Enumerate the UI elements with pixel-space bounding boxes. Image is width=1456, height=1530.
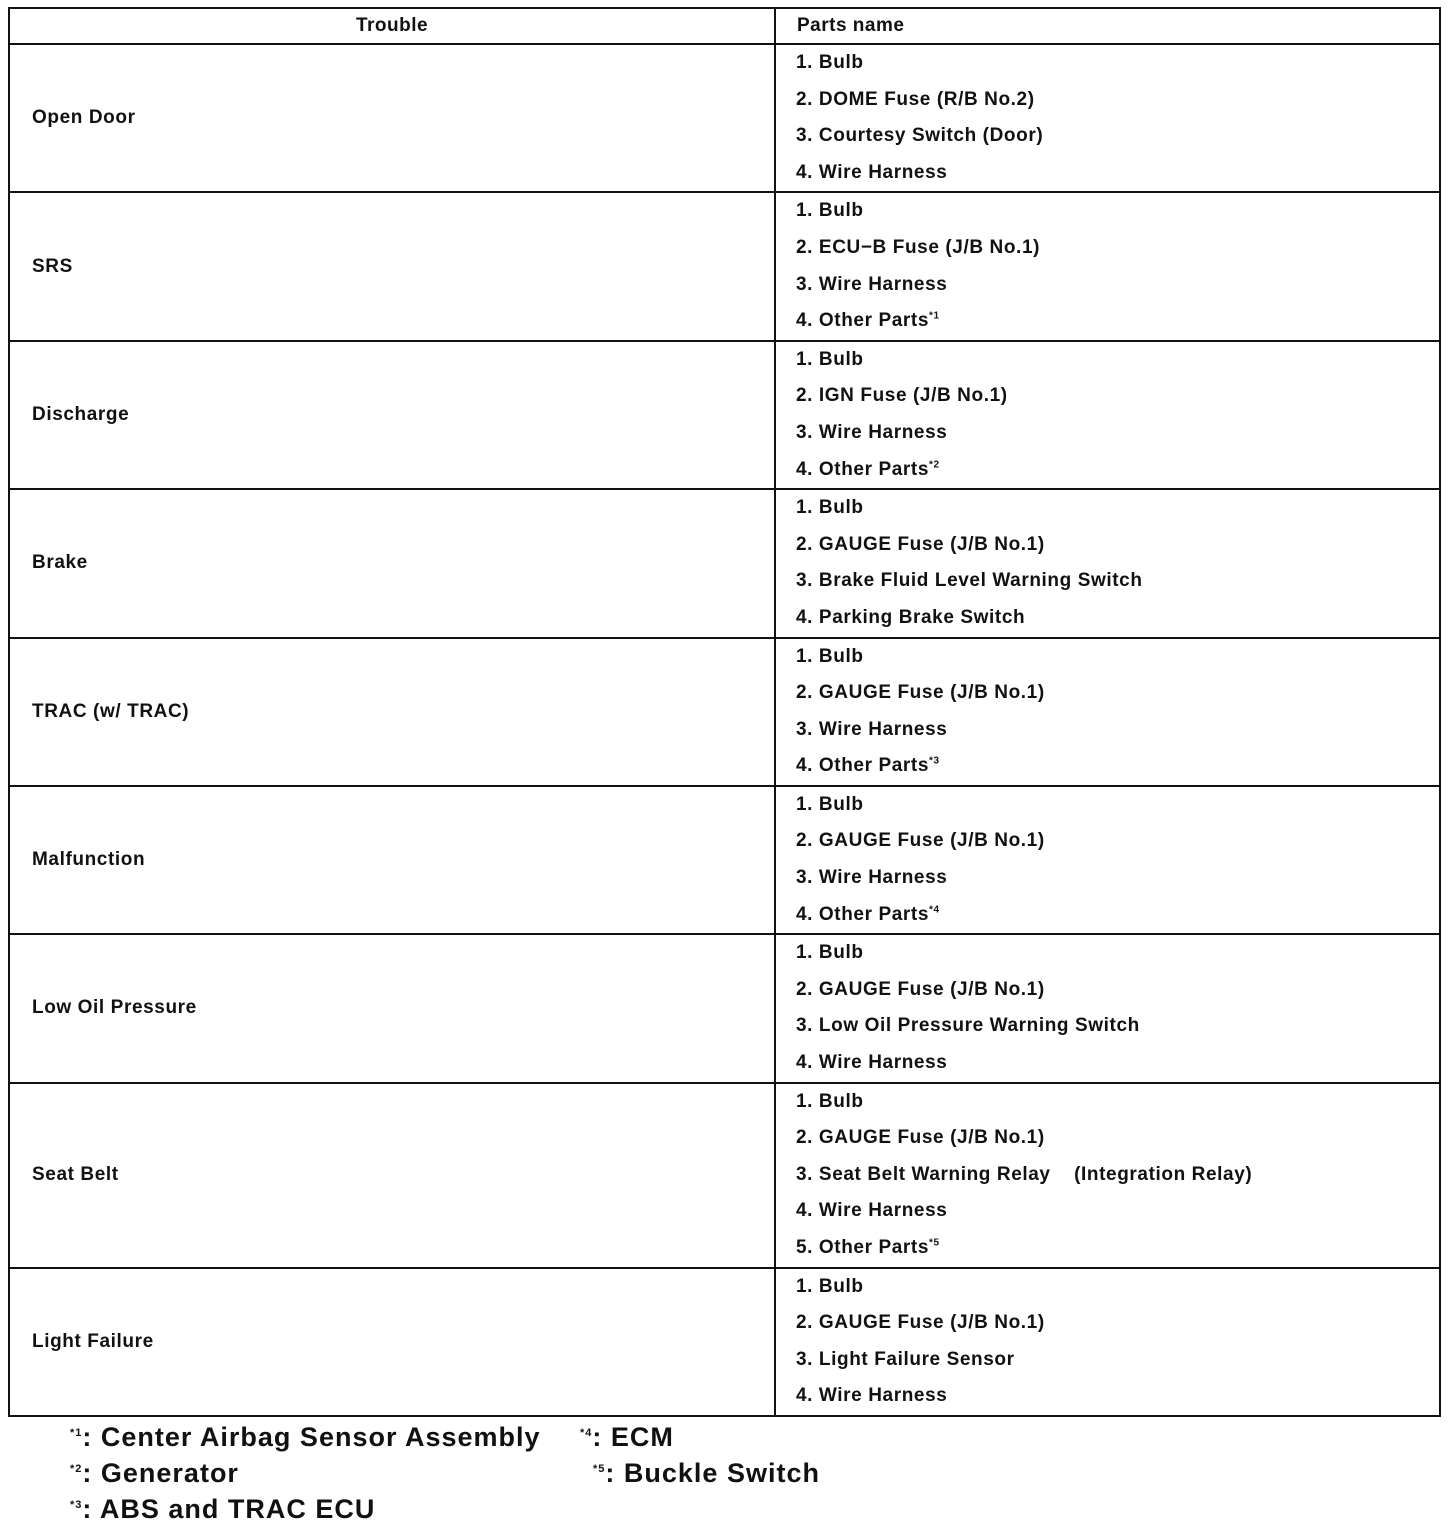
footnote-marker: *2: [929, 459, 940, 471]
part-text: 4. Other Parts: [796, 755, 930, 777]
table-row: [9, 192, 1440, 340]
part-item: [796, 1045, 1439, 1082]
part-text: 1. Bulb: [796, 645, 864, 667]
part-text: 1. Bulb: [796, 1090, 864, 1112]
part-item: [796, 1157, 1439, 1194]
part-item: [796, 1008, 1439, 1045]
footnote-mark: *3: [70, 1499, 83, 1511]
part-text: 2. GAUGE Fuse (J/B No.1): [796, 978, 1045, 1000]
part-item: [796, 935, 1439, 972]
part-text: 2. DOME Fuse (R/B No.2): [796, 88, 1035, 110]
table-body: [9, 44, 1440, 1416]
part-item: [796, 193, 1439, 230]
part-text: 2. IGN Fuse (J/B No.1): [796, 385, 1008, 407]
part-text: 4. Wire Harness: [796, 1200, 948, 1222]
part-item: [796, 860, 1439, 897]
part-text: 2. GAUGE Fuse (J/B No.1): [796, 533, 1045, 555]
part-item: [796, 1193, 1439, 1230]
part-text: 1. Bulb: [796, 200, 864, 222]
footnote-mark: *1: [70, 1427, 83, 1439]
part-text: 3. Courtesy Switch (Door): [796, 125, 1044, 147]
part-text: 4. Other Parts: [796, 458, 930, 480]
parts-cell: [775, 934, 1440, 1082]
part-item: [796, 303, 1439, 340]
part-item: [796, 600, 1439, 637]
trouble-cell: Seat Belt: [9, 1083, 775, 1268]
footnote-marker: *5: [929, 1237, 940, 1249]
part-item: [796, 1230, 1439, 1267]
part-item: [796, 1342, 1439, 1379]
part-item: [796, 82, 1439, 119]
part-item: [796, 675, 1439, 712]
part-text: 3. Wire Harness: [796, 867, 948, 889]
part-item: [796, 342, 1439, 379]
part-item: [796, 787, 1439, 824]
footnote: [70, 1494, 375, 1525]
table-row: [9, 489, 1440, 637]
part-text: 3. Low Oil Pressure Warning Switch: [796, 1015, 1140, 1037]
part-text: 2. GAUGE Fuse (J/B No.1): [796, 830, 1045, 852]
footnote-mark: *2: [70, 1463, 83, 1475]
footnote-mark: *4: [580, 1427, 593, 1439]
footnote: [70, 1458, 239, 1489]
part-item: [796, 1084, 1439, 1121]
footnote: [70, 1422, 541, 1453]
footnote-marker: *4: [929, 904, 940, 916]
part-text: 2. GAUGE Fuse (J/B No.1): [796, 1127, 1045, 1149]
trouble-header: Trouble: [9, 8, 775, 44]
trouble-cell: TRAC (w/ TRAC): [9, 638, 775, 786]
trouble-cell: Malfunction: [9, 786, 775, 934]
part-text: 2. GAUGE Fuse (J/B No.1): [796, 682, 1045, 704]
footnote-text: : Generator: [82, 1458, 239, 1488]
trouble-parts-table: [8, 7, 1441, 1417]
part-item: [796, 527, 1439, 564]
table-row: [9, 638, 1440, 786]
part-item: [796, 1269, 1439, 1306]
footnote-text: : ECM: [592, 1422, 674, 1452]
part-item: [796, 118, 1439, 155]
parts-cell: [775, 341, 1440, 489]
trouble-cell: Discharge: [9, 341, 775, 489]
parts-cell: [775, 192, 1440, 340]
part-text: 3. Light Failure Sensor: [796, 1348, 1015, 1370]
part-text: 2. GAUGE Fuse (J/B No.1): [796, 1312, 1045, 1334]
trouble-cell: Light Failure: [9, 1268, 775, 1416]
parts-header: Parts name: [775, 8, 1440, 44]
table-row: [9, 341, 1440, 489]
part-item: [796, 490, 1439, 527]
footnote-text: : ABS and TRAC ECU: [82, 1494, 376, 1524]
parts-cell: [775, 786, 1440, 934]
footnote-mark: *5: [593, 1463, 606, 1475]
part-item: [796, 823, 1439, 860]
parts-cell: [775, 44, 1440, 192]
part-text: 1. Bulb: [796, 52, 864, 73]
trouble-cell: SRS: [9, 192, 775, 340]
footnote: [580, 1422, 674, 1453]
part-text: 1. Bulb: [796, 942, 864, 964]
part-text: 1. Bulb: [796, 1275, 864, 1297]
table-row: [9, 934, 1440, 1082]
footnote: [593, 1458, 820, 1489]
part-text: 4. Other Parts: [796, 310, 930, 332]
part-item: [796, 378, 1439, 415]
parts-cell: [775, 1083, 1440, 1268]
part-text: 1. Bulb: [796, 348, 864, 370]
header-row: [9, 8, 1440, 44]
part-text: 1. Bulb: [796, 793, 864, 815]
part-text: 3. Wire Harness: [796, 421, 948, 443]
part-text: 1. Bulb: [796, 497, 864, 519]
part-item: [796, 972, 1439, 1009]
part-item: [796, 1120, 1439, 1157]
parts-cell: [775, 489, 1440, 637]
part-item: [796, 45, 1439, 82]
part-item: [796, 452, 1439, 489]
part-item: [796, 1378, 1439, 1415]
table-row: [9, 1268, 1440, 1416]
part-item: [796, 563, 1439, 600]
part-text: 5. Other Parts: [796, 1237, 930, 1258]
part-item: [796, 415, 1439, 452]
part-text: 4. Wire Harness: [796, 1052, 948, 1074]
part-text: 3. Wire Harness: [796, 273, 948, 295]
parts-cell: [775, 1268, 1440, 1416]
part-text: 3. Seat Belt Warning Relay (Integration Relay): [796, 1163, 1253, 1185]
part-text: 2. ECU−B Fuse (J/B No.1): [796, 236, 1041, 258]
footnote-marker: *1: [929, 310, 940, 322]
trouble-cell: Low Oil Pressure: [9, 934, 775, 1082]
part-text: 4. Wire Harness: [796, 161, 948, 183]
trouble-cell: Brake: [9, 489, 775, 637]
table-row: [9, 44, 1440, 192]
footnote-marker: *3: [929, 755, 940, 767]
part-item: [796, 897, 1439, 934]
part-item: [796, 230, 1439, 267]
part-text: 4. Wire Harness: [796, 1385, 948, 1407]
footnote-text: : Buckle Switch: [605, 1458, 820, 1488]
table-row: [9, 786, 1440, 934]
footnote-text: : Center Airbag Sensor Assembly: [82, 1422, 541, 1452]
part-item: [796, 748, 1439, 785]
part-item: [796, 639, 1439, 676]
part-item: [796, 267, 1439, 304]
part-text: 4. Other Parts: [796, 903, 930, 925]
part-item: [796, 1305, 1439, 1342]
table-row: [9, 1083, 1440, 1268]
part-text: 4. Parking Brake Switch: [796, 606, 1026, 628]
parts-cell: [775, 638, 1440, 786]
trouble-cell: Open Door: [9, 44, 775, 192]
part-text: 3. Brake Fluid Level Warning Switch: [796, 570, 1143, 592]
part-item: [796, 155, 1439, 192]
part-text: 3. Wire Harness: [796, 718, 948, 740]
part-item: [796, 712, 1439, 749]
